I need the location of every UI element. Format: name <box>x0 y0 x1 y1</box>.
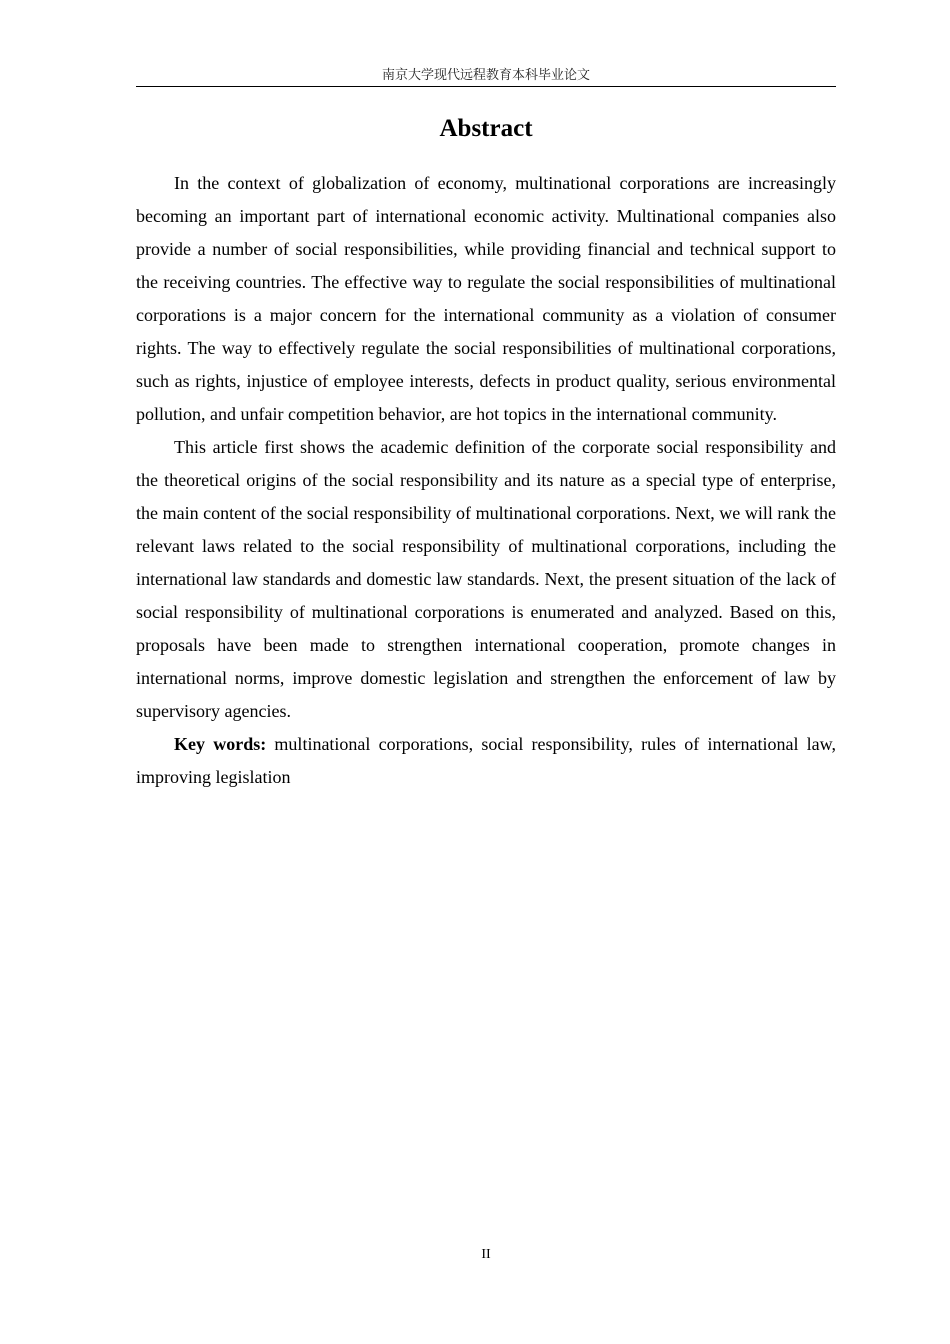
abstract-paragraph-2: This article first shows the academic definition of the corporate social responsibility and the theoretical origins of the social responsibility and its nature as a special type of enterprise, the main content of the social responsibility of multinational corporations. Next, we will rank the relevant laws related to the social responsibility of multinational corporations, including the international law standards and domestic law standards. Next, the present situation of the lack of social responsibility of multinational corporations is enumerated and analyzed. Based on this, proposals have been made to strengthen international cooperation, promote changes in international norms, improve domestic legislation and strengthen the enforcement of law by supervisory agencies. <box>136 437 836 721</box>
page-number: II <box>481 1247 491 1262</box>
keywords-text: multinational corporations, social responsibility, rules of international law, improving legislation <box>136 734 836 787</box>
keywords-paragraph <box>136 728 836 794</box>
abstract-title: Abstract <box>439 115 533 142</box>
keywords-label: Key words: <box>174 734 267 754</box>
abstract-body <box>136 167 836 794</box>
abstract-paragraph-1: In the context of globalization of economy, multinational corporations are increasingly becoming an important part of international economic activity. Multinational companies also provide a number of social responsibilities, while providing financial and technical support to the receiving countries. The effective way to regulate the social responsibilities of multinational corporations is a major concern for the international community as a violation of consumer rights. The way to effectively regulate the social responsibilities of multinational corporations, such as rights, injustice of employee interests, defects in product quality, serious environmental pollution, and unfair competition behavior, are hot topics in the international community. <box>136 173 836 424</box>
running-header: 南京大学现代远程教育本科毕业论文 <box>136 66 836 87</box>
